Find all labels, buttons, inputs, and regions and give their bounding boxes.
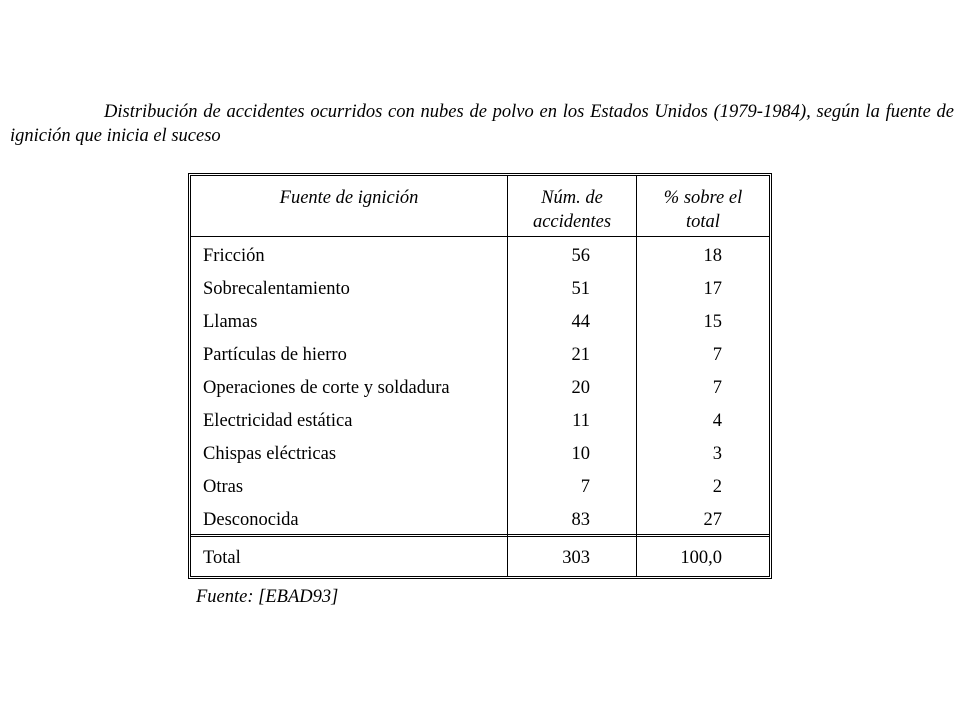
row-pct: 17 bbox=[703, 279, 722, 299]
row-source: Electricidad estática bbox=[203, 411, 353, 431]
total-pct: 100,0 bbox=[680, 548, 722, 568]
row-count: 10 bbox=[571, 444, 590, 464]
header-count-line1: Núm. de bbox=[541, 188, 603, 208]
row-count: 11 bbox=[572, 411, 590, 431]
row-count: 83 bbox=[571, 510, 590, 530]
row-pct: 15 bbox=[703, 312, 722, 332]
header-divider bbox=[191, 236, 769, 237]
row-source: Desconocida bbox=[203, 510, 299, 530]
header-pct-line2: total bbox=[686, 212, 720, 232]
total-divider bbox=[191, 534, 769, 537]
header-pct-line1: % sobre el bbox=[663, 188, 743, 208]
row-count: 44 bbox=[571, 312, 590, 332]
row-source: Sobrecalentamiento bbox=[203, 279, 350, 299]
row-pct: 3 bbox=[712, 444, 722, 464]
row-pct: 7 bbox=[712, 378, 722, 398]
row-count: 20 bbox=[571, 378, 590, 398]
total-count: 303 bbox=[562, 548, 590, 568]
ignition-sources-table bbox=[188, 173, 772, 579]
row-count: 21 bbox=[571, 345, 590, 365]
row-source: Otras bbox=[203, 477, 244, 497]
row-pct: 4 bbox=[712, 411, 722, 431]
row-source: Llamas bbox=[203, 312, 258, 332]
row-source: Operaciones de corte y soldadura bbox=[203, 378, 450, 398]
row-pct: 2 bbox=[712, 477, 722, 497]
row-pct: 27 bbox=[703, 510, 722, 530]
row-source: Fricción bbox=[203, 246, 265, 266]
total-label: Total bbox=[203, 548, 241, 568]
header-source: Fuente de ignición bbox=[279, 188, 419, 208]
source-note: Fuente: [EBAD93] bbox=[196, 587, 339, 607]
row-count: 56 bbox=[571, 246, 590, 266]
row-source: Partículas de hierro bbox=[203, 345, 347, 365]
row-source: Chispas eléctricas bbox=[203, 444, 337, 464]
row-count: 51 bbox=[571, 279, 590, 299]
table-caption: Distribución de accidentes ocurridos con nubes de polvo en los Estados Unidos (1979-1984), según la fuente de ignición que inicia el suceso bbox=[10, 102, 954, 146]
header-count-line2: accidentes bbox=[532, 212, 612, 232]
row-pct: 7 bbox=[712, 345, 722, 365]
row-pct: 18 bbox=[703, 246, 722, 266]
row-count: 7 bbox=[580, 477, 590, 497]
